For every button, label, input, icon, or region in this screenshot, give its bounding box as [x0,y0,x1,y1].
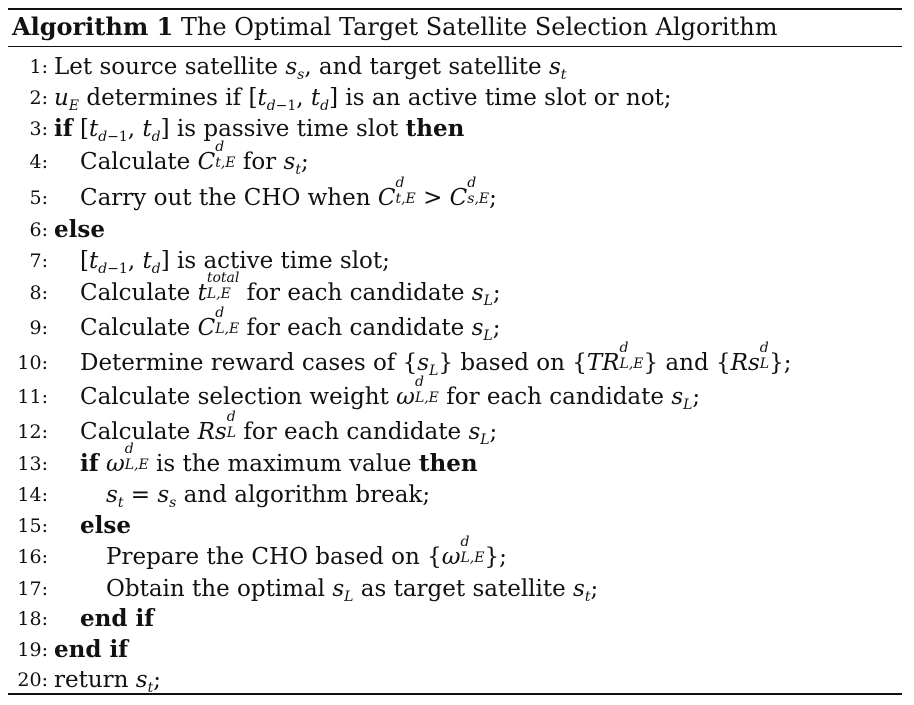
line-statement: $u_E$ determines if [$t_{d-1}$, $t_d$] is an active time slot or not; [54,85,672,114]
line-number: 15: [17,515,48,537]
line-statement: end if [80,605,155,632]
line-statement: Obtain the optimal $s_L$ as target satellite $s_t$; [106,576,599,605]
line-number: 20: [17,669,48,691]
line-statement: Calculate Rs d L for each candidate $s_L$; [80,409,498,448]
line-number: 1: [29,56,48,78]
algorithm-box [8,8,902,698]
line-statement: Calculate t total L,E for each candidate $s_L$; [80,270,501,309]
line-number: 12: [17,421,48,443]
line-number: 8: [29,282,48,304]
line-statement: $s_t = s_s$ and algorithm break; [106,482,431,511]
caption-title: The Optimal Target Satellite Selection Algorithm [180,13,778,41]
caption-rule [8,46,902,47]
line-statement: Calculate C d t,E for $s_t$; [80,139,309,178]
line-number: 3: [29,118,48,140]
line-statement: end if [54,636,129,663]
line-number: 13: [17,453,48,475]
line-number: 6: [29,219,48,241]
line-statement: Carry out the CHO when C d t,E > C d s,E ; [80,175,497,211]
line-number: 11: [17,386,48,408]
line-number: 5: [29,187,48,209]
line-statement: [$t_{d-1}$, $t_d$] is active time slot; [80,248,390,277]
line-number: 10: [17,352,48,374]
top-rule [8,8,902,10]
line-statement: Calculate C d L,E for each candidate $s_L$; [80,305,501,344]
line-number: 14: [17,484,48,506]
line-number: 17: [17,578,48,600]
line-number: 4: [29,151,48,173]
line-number: 9: [29,317,48,339]
line-number: 16: [17,546,48,568]
line-statement: if [$t_{d-1}$, $t_d$] is passive time slot then [54,115,465,145]
line-statement: Prepare the CHO based on {ω d L,E }; [106,534,507,570]
line-statement: Let source satellite $s_s$, and target satellite $s_t$ [54,54,567,83]
line-statement: else [54,216,105,243]
line-number: 7: [29,250,48,272]
line-statement: else [80,512,131,539]
algorithm-caption [12,13,777,41]
line-statement: Calculate selection weight ω d L,E for each candidate $s_L$; [80,374,701,413]
line-statement: return $s_t$; [54,667,161,696]
line-statement: if ω d L,E is the maximum value then [80,441,478,477]
caption-label: Algorithm 1 [12,12,174,41]
line-statement: Determine reward cases of $\{s_L\}$ based on {TR d L,E } and {Rs d L }; [80,340,792,379]
line-number: 19: [17,639,48,661]
line-number: 18: [17,608,48,630]
line-number: 2: [29,87,48,109]
bottom-rule [8,693,902,695]
